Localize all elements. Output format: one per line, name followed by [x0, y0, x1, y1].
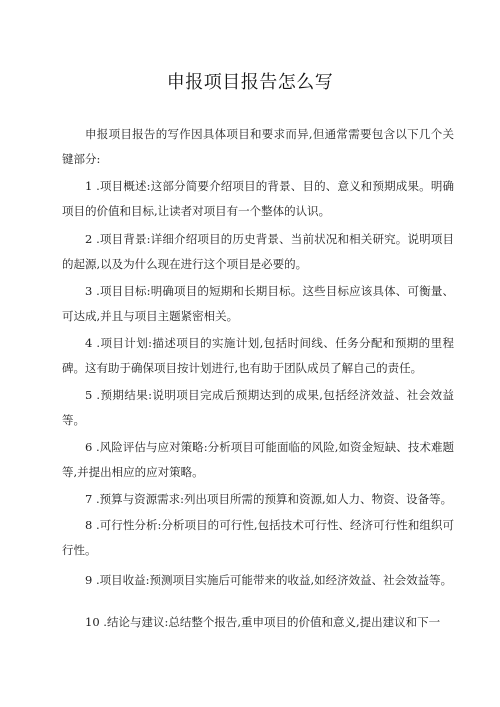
- document-title: 申报项目报告怎么写: [166, 72, 334, 93]
- section-6-paragraph: 6 .风险评估与应对策略:分析项目可能面临的风险,如资金短缺、技术难题等,并提出相应的应对策略。: [62, 440, 454, 479]
- section-2-paragraph: 2 .项目背景:详细介绍项目的历史背景、当前状况和相关研究。说明项目的起源,以及为什么现在进行这个项目是必要的。: [62, 232, 454, 271]
- section-1-paragraph: 1 .项目概述:这部分简要介绍项目的背景、目的、意义和预期成果。明确项目的价值和目标,让读者对项目有一个整体的认识。: [62, 179, 454, 218]
- section-5-paragraph: 5 .预期结果:说明项目完成后预期达到的成果,包括经济效益、社会效益等。: [62, 388, 454, 427]
- section-3-paragraph: 3 .项目目标:明确项目的短期和长期目标。这些目标应该具体、可衡量、可达成,并且与项目主题紧密相关。: [62, 284, 454, 323]
- section-9-paragraph: 9 .项目收益:预测项目实施后可能带来的收益,如经济效益、社会效益等。: [85, 573, 453, 587]
- section-7-paragraph: 7 .预算与资源需求:列出项目所需的预算和资源,如人力、物资、设备等。: [85, 492, 453, 506]
- section-8-paragraph: 8 .可行性分析:分析项目的可行性,包括技术可行性、经济可行性和组织可行性。: [62, 518, 454, 557]
- section-4-paragraph: 4 .项目计划:描述项目的实施计划,包括时间线、任务分配和预期的里程碑。这有助于确保项目按计划进行,也有助于团队成员了解自己的责任。: [62, 336, 454, 375]
- section-10-paragraph: 10 .结论与建议:总结整个报告,重申项目的价值和意义,提出建议和下一: [85, 615, 441, 629]
- intro-paragraph: 申报项目报告的写作因具体项目和要求而异,但通常需要包含以下几个关键部分:: [62, 127, 454, 166]
